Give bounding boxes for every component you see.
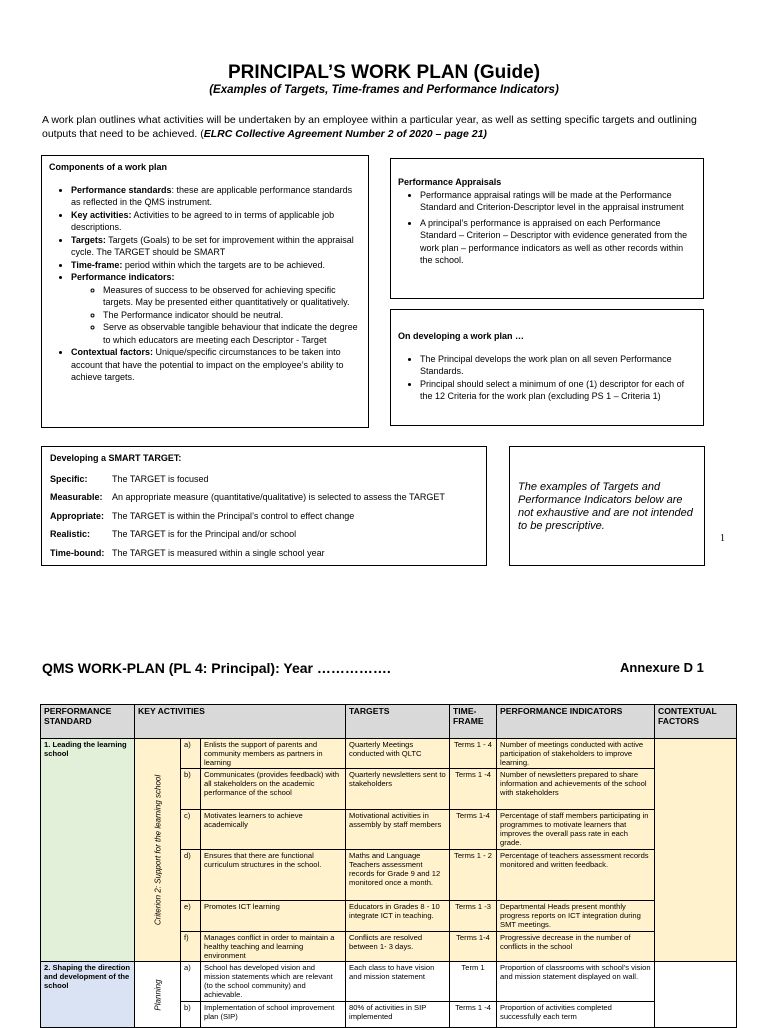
intro-text: A work plan outlines what activities will be undertaken by an employee within a particular year, as well as setting specific targets and outlining outputs that need to be achieved. ( bbox=[42, 114, 697, 140]
key-activity: Communicates (provides feedback) with all stakeholders on the academic performance of the school bbox=[201, 769, 346, 810]
developing-heading: On developing a work plan … bbox=[398, 331, 525, 341]
table-row bbox=[41, 962, 737, 1002]
target: Maths and Language Teachers assessment records for Grade 9 and 12 monitored once a month. bbox=[346, 850, 450, 901]
target: Educators in Grades 8 - 10 integrate ICT in teaching. bbox=[346, 901, 450, 932]
col-header: TARGETS bbox=[346, 705, 450, 739]
contextual-factors bbox=[655, 962, 737, 1028]
performance-indicator: Proportion of activities completed successfully each term bbox=[497, 1002, 655, 1028]
performance-indicator: Number of meetings conducted with active participation of stakeholders to improve learning. bbox=[497, 739, 655, 769]
criterion-label: Criterion 2: Support for the learning school bbox=[135, 739, 181, 962]
key-activity: Implementation of school improvement plan (SIP) bbox=[201, 1002, 346, 1028]
appraisals-list bbox=[398, 189, 696, 267]
components-box bbox=[41, 155, 369, 428]
key-activity: Motivates learners to achieve academically bbox=[201, 810, 346, 850]
performance-indicator: Departmental Heads present monthly progress reports on ICT integration during SMT meetings. bbox=[497, 901, 655, 932]
developing-item: • Principal should select a minimum of one (1) descriptor for each of the 12 Criteria for the work plan (excluding PS 1 – Criteria 1) bbox=[420, 378, 696, 403]
work-plan-table bbox=[40, 704, 737, 1028]
row-letter: b) bbox=[181, 769, 201, 810]
page-subtitle: (Examples of Targets, Time-frames and Performance Indicators) bbox=[209, 84, 559, 96]
performance-indicator: Number of newsletters prepared to share information and achievements of the school with stakeholders bbox=[497, 769, 655, 810]
component-item: • Time-frame: period within which the targets are to be achieved. bbox=[71, 259, 361, 272]
component-item: • Performance indicators: ◦ Measures of success to be observed for achieving specific targets. May be presented either quantitatively or qualitatively. ◦ The Performance indicator should be neutral. ◦ Serve as observable tangible behaviour that indicate the degree to which educators are meeting each Descriptor - Target bbox=[71, 271, 361, 346]
row-letter: d) bbox=[181, 850, 201, 901]
page-title: PRINCIPAL’S WORK PLAN (Guide) bbox=[227, 62, 541, 83]
qms-title: QMS WORK-PLAN (PL 4: Principal): Year ……………. bbox=[42, 660, 391, 676]
col-header: CONTEXTUAL FACTORS bbox=[655, 705, 737, 739]
table-row bbox=[41, 739, 737, 769]
key-activity: Ensures that there are functional curriculum structures in the school. bbox=[201, 850, 346, 901]
key-activity: School has developed vision and mission statements which are relevant (to the school community) and achievable. bbox=[201, 962, 346, 1002]
appraisal-item: • Performance appraisal ratings will be made at the Performance Standard and Criterion-Descriptor level in the appraisal instrument bbox=[420, 189, 696, 214]
target: Quarterly Meetings conducted with QLTC bbox=[346, 739, 450, 769]
appraisals-box bbox=[390, 158, 704, 299]
smart-row: Measurable: An appropriate measure (quantitative/qualitative) is selected to assess the TARGET bbox=[50, 492, 445, 502]
smart-box bbox=[41, 446, 487, 566]
contextual-factors bbox=[655, 739, 737, 962]
smart-row: Appropriate: The TARGET is within the Principal’s control to effect change bbox=[50, 510, 355, 521]
criterion-label: Planning bbox=[135, 962, 181, 1028]
appraisal-item: • A principal’s performance is appraised on each Performance Standard – Criterion – Descriptor with evidence generated from the work plan – performance indicators as well as other records within the school. bbox=[420, 217, 696, 267]
target: Each class to have vision and mission statement bbox=[346, 962, 450, 1002]
col-header: KEY ACTIVITIES bbox=[135, 705, 346, 739]
row-letter: b) bbox=[181, 1002, 201, 1028]
component-item: • Key activities: Activities to be agreed to in terms of applicable job descriptions. bbox=[71, 209, 361, 234]
component-item: • Performance standards: these are applicable performance standards as reflected in the QMS instrument. bbox=[71, 184, 361, 209]
performance-indicator: Percentage of teachers assessment records monitored and written feedback. bbox=[497, 850, 655, 901]
component-item: • Contextual factors: Unique/specific circumstances to be taken into account that have the potential to impact on the employee’s ability to achieve targets. bbox=[71, 346, 361, 384]
intro-reference: ELRC Collective Agreement Number 2 of 2020 – page 21) bbox=[203, 128, 487, 140]
note-text: The examples of Targets and Performance Indicators below are not exhaustive and are not intended to be prescriptive. bbox=[518, 481, 693, 532]
smart-row: Realistic: The TARGET is for the Principal and/or school bbox=[50, 529, 297, 539]
annexure-label: Annexure D 1 bbox=[620, 660, 704, 675]
time-frame: Terms 1 - 2 bbox=[450, 850, 497, 901]
row-letter: a) bbox=[181, 739, 201, 769]
smart-row: Time-bound: The TARGET is measured within a single school year bbox=[50, 547, 325, 558]
developing-list bbox=[398, 353, 696, 403]
performance-indicator: Percentage of staff members participating in programmes to motivate learners that improves the overall pass rate in each grade. bbox=[497, 810, 655, 850]
performance-indicator: Progressive decrease in the number of conflicts in the school bbox=[497, 932, 655, 962]
time-frame: Terms 1 -4 bbox=[450, 769, 497, 810]
table-header-row bbox=[41, 705, 737, 739]
intro-paragraph bbox=[42, 113, 732, 141]
col-header: PERFORMANCE STANDARD bbox=[41, 705, 135, 739]
indicator-subitem: ◦ Serve as observable tangible behaviour that indicate the degree to which educators are meeting each Descriptor - Target bbox=[103, 321, 361, 346]
time-frame: Term 1 bbox=[450, 962, 497, 1002]
row-letter: c) bbox=[181, 810, 201, 850]
indicator-sublist bbox=[81, 284, 361, 347]
components-list bbox=[49, 184, 361, 384]
smart-rows bbox=[50, 473, 478, 560]
col-header: TIME-FRAME bbox=[450, 705, 497, 739]
col-header: PERFORMANCE INDICATORS bbox=[497, 705, 655, 739]
target: 80% of activities in SIP implemented bbox=[346, 1002, 450, 1028]
key-activity: Promotes ICT learning bbox=[201, 901, 346, 932]
components-heading: Components of a work plan bbox=[49, 162, 168, 172]
key-activity: Manages conflict in order to maintain a healthy teaching and learning environment bbox=[201, 932, 346, 962]
appraisals-heading: Performance Appraisals bbox=[398, 177, 502, 187]
target: Motivational activities in assembly by staff members bbox=[346, 810, 450, 850]
smart-row: Specific: The TARGET is focused bbox=[50, 473, 209, 484]
row-letter: e) bbox=[181, 901, 201, 932]
indicator-subitem: ◦ The Performance indicator should be neutral. bbox=[103, 309, 361, 322]
note-box bbox=[509, 446, 705, 566]
performance-standard-1: 1. Leading the learning school bbox=[41, 739, 135, 962]
performance-standard-2: 2. Shaping the direction and development of the school bbox=[41, 962, 135, 1028]
time-frame: Terms 1 -3 bbox=[450, 901, 497, 932]
developing-box bbox=[390, 309, 704, 426]
target: Conflicts are resolved between 1- 3 days. bbox=[346, 932, 450, 962]
component-item: • Targets: Targets (Goals) to be set for improvement within the appraisal cycle. The TARGET should be SMART bbox=[71, 234, 361, 259]
target: Quarterly newsletters sent to stakeholders bbox=[346, 769, 450, 810]
performance-indicator: Proportion of classrooms with school’s vision and mission statement displayed on wall. bbox=[497, 962, 655, 1002]
page-number: 1 bbox=[720, 533, 725, 544]
key-activity: Enlists the support of parents and community members as partners in learning bbox=[201, 739, 346, 769]
time-frame: Terms 1-4 bbox=[450, 932, 497, 962]
row-letter: f) bbox=[181, 932, 201, 962]
developing-item: • The Principal develops the work plan on all seven Performance Standards. bbox=[420, 353, 696, 378]
time-frame: Terms 1 - 4 bbox=[450, 739, 497, 769]
smart-heading: Developing a SMART TARGET: bbox=[50, 453, 182, 463]
row-letter: a) bbox=[181, 962, 201, 1002]
time-frame: Terms 1 -4 bbox=[450, 1002, 497, 1028]
time-frame: Terms 1-4 bbox=[450, 810, 497, 850]
indicator-subitem: ◦ Measures of success to be observed for achieving specific targets. May be presented either quantitatively or qualitatively. bbox=[103, 284, 361, 309]
